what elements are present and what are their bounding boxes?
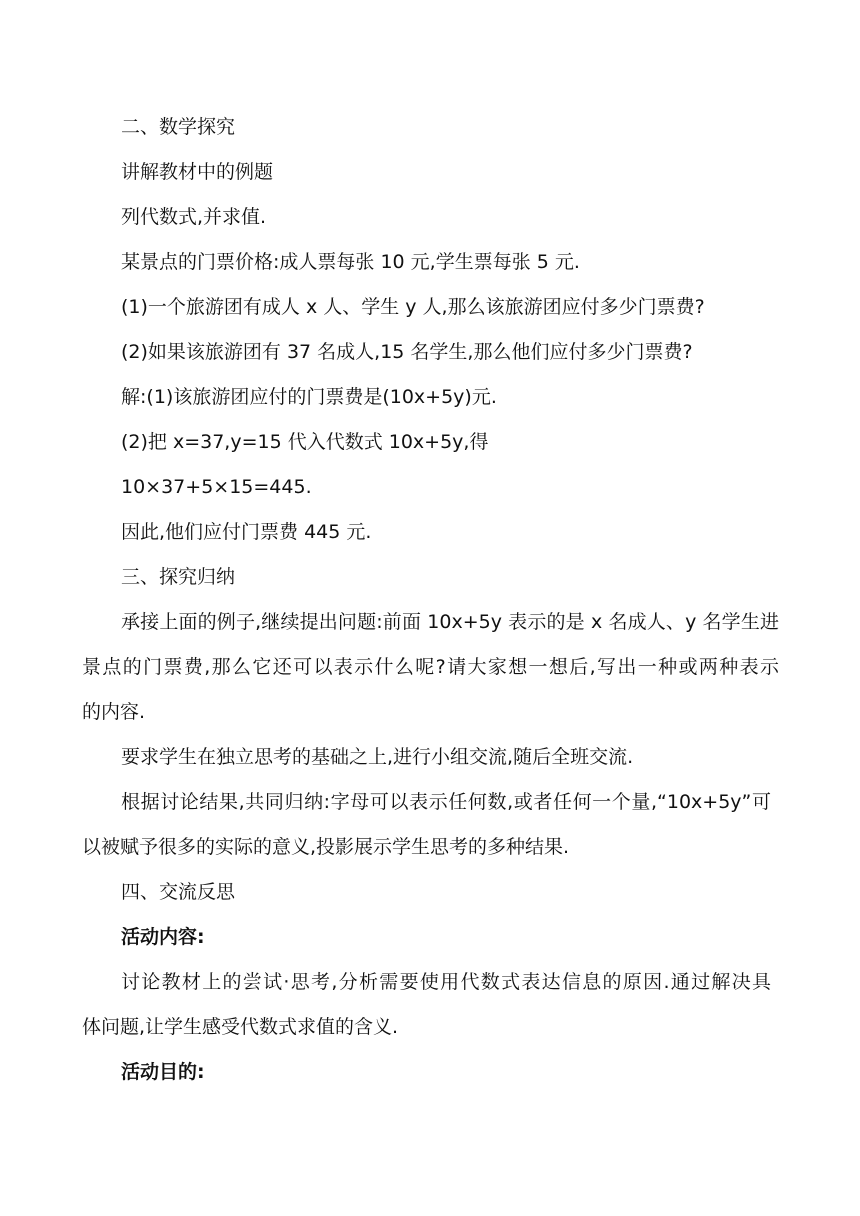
question-1: (1)一个旅游团有成人 x 人、学生 y 人,那么该旅游团应付多少门票费?: [121, 296, 705, 318]
paragraph-line: 体问题,让学生感受代数式求值的含义.: [82, 1016, 399, 1038]
activity-content-label: 活动内容:: [121, 926, 205, 948]
activity-purpose-label: 活动目的:: [121, 1061, 205, 1083]
paragraph-line: 景点的门票费,那么它还可以表示什么呢?请大家想一想后,写出一种或两种表示: [82, 656, 779, 678]
paragraph-line: 讲解教材中的例题: [121, 161, 274, 183]
heading-exchange-reflection: 四、交流反思: [121, 881, 236, 903]
question-2: (2)如果该旅游团有 37 名成人,15 名学生,那么他们应付多少门票费?: [121, 341, 693, 363]
paragraph-line: 列代数式,并求值.: [121, 206, 267, 228]
paragraph-line: 根据讨论结果,共同归纳:字母可以表示任何数,或者任何一个量,“10x+5y”可: [121, 791, 771, 813]
calculation-line: 10×37+5×15=445.: [121, 476, 312, 498]
heading-inquiry-summary: 三、探究归纳: [121, 566, 236, 588]
paragraph-line: 要求学生在独立思考的基础之上,进行小组交流,随后全班交流.: [121, 746, 634, 768]
solution-conclusion: 因此,他们应付门票费 445 元.: [121, 521, 372, 543]
paragraph-line: 讨论教材上的尝试·思考,分析需要使用代数式表达信息的原因.通过解决具: [121, 971, 771, 993]
paragraph-line: 以被赋予很多的实际的意义,投影展示学生思考的多种结果.: [82, 836, 570, 858]
solution-line: (2)把 x=37,y=15 代入代数式 10x+5y,得: [121, 431, 489, 453]
paragraph-line: 的内容.: [82, 701, 146, 723]
paragraph-line: 承接上面的例子,继续提出问题:前面 10x+5y 表示的是 x 名成人、y 名学生进: [121, 611, 779, 633]
paragraph-line: 某景点的门票价格:成人票每张 10 元,学生票每张 5 元.: [121, 251, 580, 273]
solution-line: 解:(1)该旅游团应付的门票费是(10x+5y)元.: [121, 386, 497, 408]
heading-math-inquiry: 二、数学探究: [121, 116, 236, 138]
